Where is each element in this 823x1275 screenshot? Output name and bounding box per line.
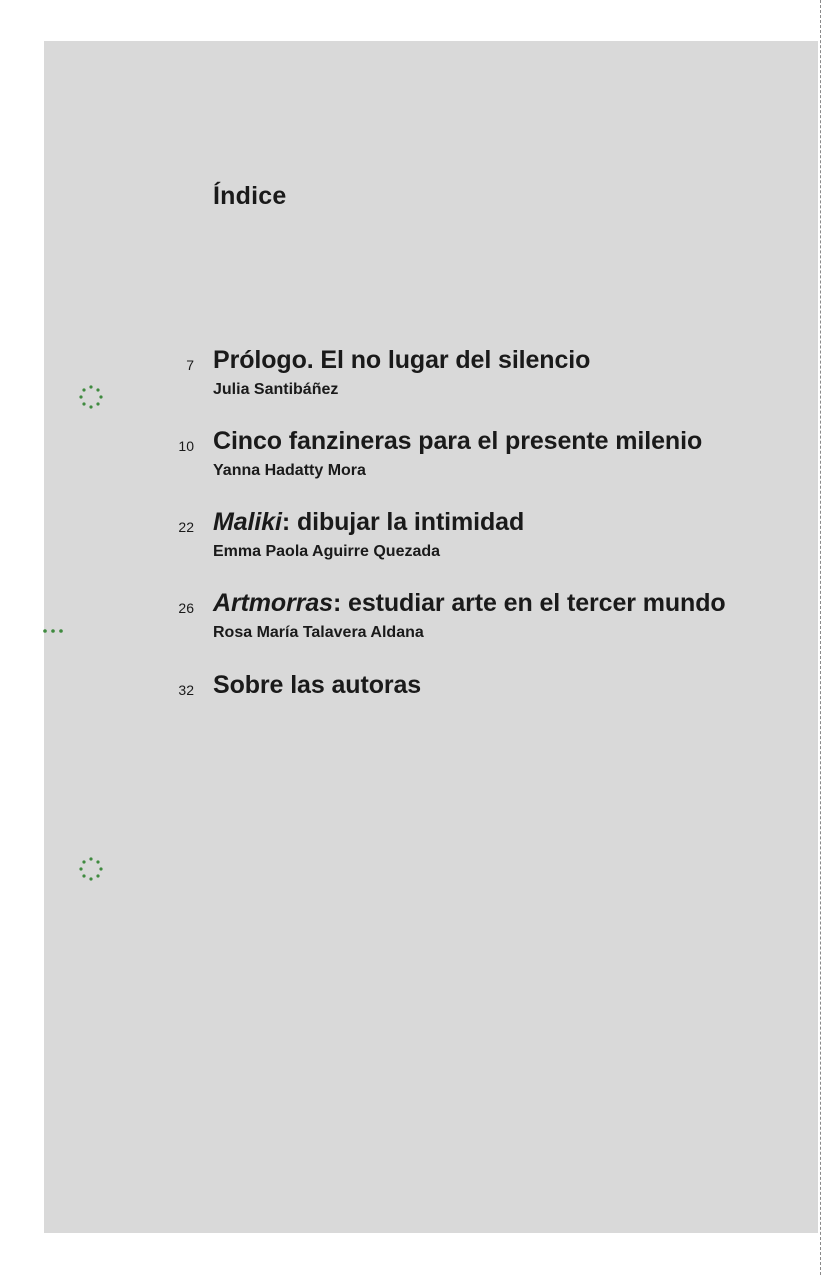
registration-dots-icon bbox=[41, 626, 65, 636]
toc-page-number: 22 bbox=[178, 519, 194, 535]
toc-title bbox=[213, 671, 421, 700]
page-panel bbox=[44, 41, 818, 1233]
toc-author: Julia Santibáñez bbox=[213, 381, 339, 398]
registration-dot-circle-icon bbox=[78, 856, 104, 882]
toc-title bbox=[213, 427, 702, 456]
toc-title-text: Prólogo. El no lugar del silencio bbox=[213, 346, 591, 374]
toc-title-italic: Artmorras bbox=[213, 589, 333, 617]
toc-page-number: 10 bbox=[178, 438, 194, 454]
toc-author: Yanna Hadatty Mora bbox=[213, 462, 366, 479]
toc-page-number: 7 bbox=[186, 357, 194, 373]
toc-title bbox=[213, 346, 590, 375]
toc-page-number: 26 bbox=[178, 600, 194, 616]
toc-title-text: Cinco fanzineras para el presente milenio bbox=[213, 427, 703, 455]
trim-line bbox=[820, 0, 821, 1275]
toc-title bbox=[213, 508, 524, 537]
registration-dot-circle-icon bbox=[78, 384, 104, 410]
toc-title-text: : dibujar la intimidad bbox=[281, 508, 525, 536]
toc-author: Emma Paola Aguirre Quezada bbox=[213, 543, 441, 560]
toc-title-text: : estudiar arte en el tercer mundo bbox=[332, 589, 726, 617]
toc-page-number: 32 bbox=[178, 682, 194, 698]
toc-author: Rosa María Talavera Aldana bbox=[213, 624, 424, 641]
toc-title-text: Sobre las autoras bbox=[213, 671, 422, 699]
toc-title bbox=[213, 589, 726, 618]
index-title: Índice bbox=[213, 182, 287, 210]
toc-title-italic: Maliki bbox=[213, 508, 282, 536]
